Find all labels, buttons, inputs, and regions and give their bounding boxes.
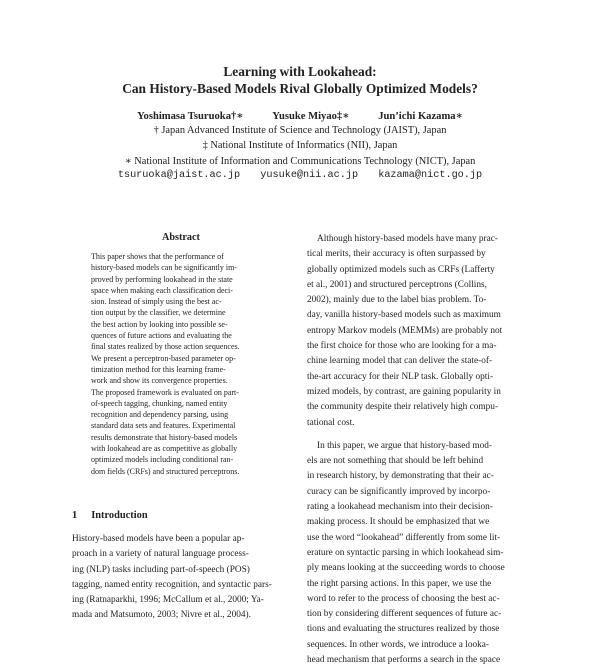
- text-line: head mechanism that performs a search in the space: [307, 655, 501, 666]
- text-line: timization method for this learning frame-: [91, 364, 226, 374]
- text-line: the first choice for those who are looking for a ma-: [307, 341, 497, 352]
- text-line: The proposed framework is evaluated on part-: [91, 387, 239, 397]
- text-line: space when making each classification deci-: [91, 285, 233, 295]
- text-line: optimized models including conditional ran-: [91, 455, 234, 465]
- email-address: tsuruoka@jaist.ac.jp: [117, 170, 241, 181]
- text-line: entropy Markov models (MEMMs) are probably not: [307, 325, 503, 336]
- text-line: proved by performing lookahead in the state: [91, 274, 233, 284]
- text-line: results demonstrate that history-based models: [91, 432, 238, 442]
- text-line: day, vanilla history-based models such as maximum: [307, 310, 501, 321]
- author-list: [0, 110, 600, 122]
- author-name: Yoshimasa Tsuruoka†∗: [137, 111, 244, 122]
- section-heading-introduction: [72, 510, 148, 521]
- author-name: Yusuke Miyao‡∗: [272, 111, 350, 122]
- text-line: with lookahead are as competitive as globally: [91, 444, 238, 454]
- text-line: of-speech tagging, chunking, named entity: [91, 398, 228, 408]
- text-line: rating a lookahead mechanism into their decision-: [307, 502, 493, 513]
- text-line: proach in a variety of natural language process-: [72, 549, 249, 560]
- text-line: sequences. In other words, we introduce a looka-: [307, 639, 490, 650]
- introduction-body: [72, 532, 304, 624]
- text-line: the right parsing actions. In this paper, we use the: [307, 578, 492, 589]
- text-line: the-art accuracy for their NLP task. Globally opti-: [307, 371, 494, 382]
- text-line: In this paper, we argue that history-based mod-: [317, 440, 493, 451]
- right-column: [307, 232, 539, 668]
- affiliation-jaist: † Japan Advanced Institute of Science and Technology (JAIST), Japan: [153, 125, 447, 136]
- text-line: the best action by looking into possible se-: [91, 319, 228, 329]
- text-line: quences of future actions and evaluating the: [91, 331, 232, 341]
- text-line: et al., 2001) and structured perceptrons (Collins,: [307, 279, 487, 290]
- text-line: making process. It should be emphasized that we: [307, 517, 490, 528]
- text-line: history-based models can be significantly im-: [91, 263, 237, 273]
- section-title: Introduction: [91, 510, 148, 521]
- right-paragraph-1: [307, 232, 539, 431]
- email-address: kazama@nict.go.jp: [378, 170, 483, 181]
- text-line: erature on syntactic parsing in which lookahead sim-: [307, 547, 504, 558]
- text-line: 2002), mainly due to the label bias problem. To-: [307, 295, 487, 306]
- text-line: ing (Ratnaparkhi, 1996; McCallum et al., 2000; Ya-: [72, 595, 264, 606]
- affiliation-nict: ∗ National Institute of Information and Communications Technology (NICT), Japan: [124, 156, 476, 167]
- text-line: curacy can be significantly improved by incorpo-: [307, 486, 491, 497]
- text-line: final states realized by those action sequences.: [91, 342, 240, 352]
- abstract-body: [91, 251, 271, 477]
- text-line: tions and evaluating the structures realized by those: [307, 624, 500, 635]
- text-line: globally optimized models such as CRFs (Lafferty: [307, 264, 495, 275]
- text-line: work and show its convergence properties.: [91, 376, 228, 386]
- text-line: History-based models have been a popular ap-: [72, 534, 245, 544]
- text-line: This paper shows that the performance of: [91, 252, 224, 261]
- text-line: in research history, by demonstrating that their ac-: [307, 471, 494, 482]
- text-line: tational cost.: [307, 417, 355, 428]
- text-line: tagging, named entity recognition, and syntactic pars-: [72, 579, 272, 590]
- affiliation-nii: ‡ National Institute of Informatics (NII), Japan: [202, 140, 398, 151]
- text-line: ing (NLP) tasks including part-of-speech (POS): [72, 564, 250, 575]
- text-line: tion output by the classifier, we determine: [91, 308, 226, 318]
- text-line: dom fields (CRFs) and structured perceptrons.: [91, 466, 240, 476]
- text-line: the community despite their relatively high compu-: [307, 402, 499, 413]
- text-line: recognition and dependency parsing, using: [91, 410, 229, 420]
- abstract-heading: Abstract: [162, 232, 200, 243]
- text-line: tion by considering different sequences of future ac-: [307, 609, 502, 620]
- paper-title: [0, 63, 600, 97]
- paragraph-gap: [307, 431, 539, 439]
- email-list: [0, 170, 600, 181]
- author-name: Jun’ichi Kazama∗: [378, 111, 463, 122]
- text-line: mada and Matsumoto, 2003; Nivre et al., 2004).: [72, 610, 251, 621]
- text-line: els are not something that should be left behind: [307, 456, 484, 467]
- text-line: sion. Instead of simply using the best ac-: [91, 297, 222, 307]
- text-line: chine learning model that can deliver the state-of-: [307, 356, 493, 367]
- text-line: ply means looking at the succeeding words to choose: [307, 563, 505, 574]
- email-address: yusuke@nii.ac.jp: [260, 170, 359, 181]
- text-line: word to refer to the process of choosing the best ac-: [307, 593, 500, 604]
- text-line: mized models, by contrast, are gaining popularity in: [307, 386, 501, 397]
- title-line-1: Learning with Lookahead:: [223, 64, 377, 79]
- text-line: standard data sets and features. Experimental: [91, 421, 236, 431]
- text-line: use the word “lookahead” differently from some lit-: [307, 532, 501, 543]
- text-line: We present a perceptron-based parameter op-: [91, 353, 236, 363]
- title-line-2: Can History-Based Models Rival Globally Optimized Models?: [122, 81, 478, 96]
- text-line: tical merits, their accuracy is often surpassed by: [307, 249, 486, 260]
- text-line: Although history-based models have many prac-: [317, 234, 498, 244]
- section-number: 1: [72, 510, 78, 521]
- right-paragraph-2: [307, 439, 539, 668]
